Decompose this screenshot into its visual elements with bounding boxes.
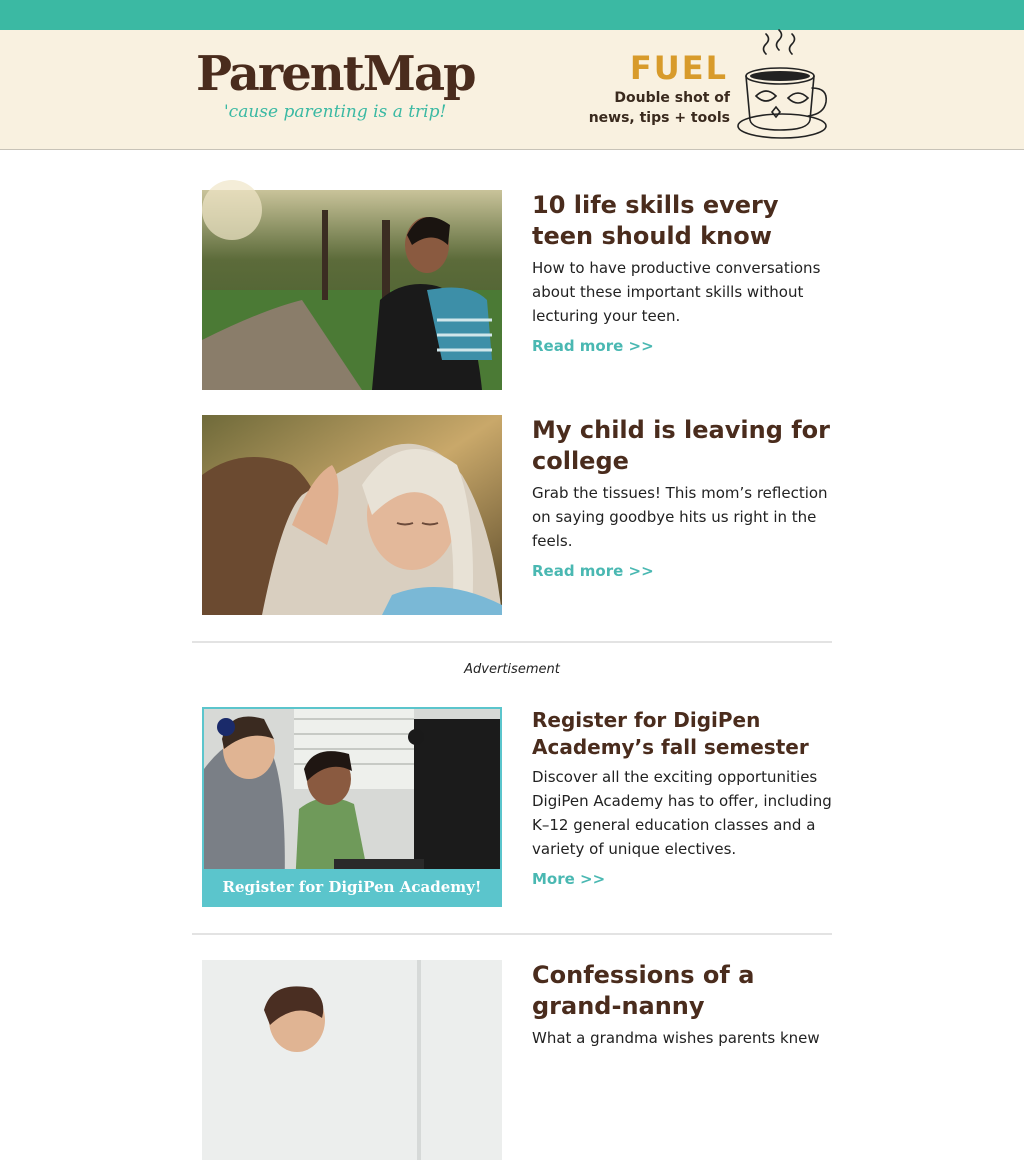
ad-title[interactable]: Register for DigiPen Academy’s fall semester <box>532 708 809 759</box>
article-image-hug[interactable] <box>202 415 502 615</box>
advertisement-card <box>202 707 832 907</box>
ad-banner-text: Register for DigiPen Academy! <box>204 869 500 905</box>
parentmap-logo[interactable] <box>196 44 475 134</box>
ad-text <box>532 707 832 888</box>
section-divider <box>192 933 832 935</box>
article-image-teen[interactable] <box>202 190 502 390</box>
article-title[interactable]: 10 life skills every teen should know <box>532 191 779 250</box>
newsletter-header <box>0 30 1024 150</box>
fuel-block <box>560 48 730 128</box>
ad-description: Discover all the exciting opportunities DigiPen Academy has to offer, including K–12 general education classes and a variety of unique electives. <box>532 768 832 858</box>
fuel-subtitle-line1: Double shot of <box>614 90 730 106</box>
article-description: What a grandma wishes parents knew <box>532 1029 820 1047</box>
article-description: How to have productive conversations about these important skills without lecturing your teen. <box>532 259 821 325</box>
article-image-grandnanny[interactable] <box>202 960 502 1160</box>
article-card-1 <box>202 190 832 390</box>
coffee-cup-icon <box>734 34 830 142</box>
read-more-link[interactable]: Read more >> <box>532 337 654 355</box>
fuel-title: FUEL <box>629 49 728 87</box>
fuel-subtitle-line2: news, tips + tools <box>588 110 730 126</box>
read-more-link[interactable]: Read more >> <box>532 562 654 580</box>
advertisement-label: Advertisement <box>464 662 560 677</box>
article-card-3 <box>202 960 832 1160</box>
section-divider <box>192 641 832 643</box>
logo-tagline: 'cause parenting is a trip! <box>224 102 447 122</box>
article-title[interactable]: My child is leaving for college <box>532 416 831 475</box>
logo-wordmark: ParentMap <box>196 46 475 102</box>
article-title[interactable]: Confessions of a grand-nanny <box>532 961 755 1020</box>
article-text-3 <box>532 960 832 1050</box>
article-text-1 <box>532 190 832 355</box>
ad-more-link[interactable]: More >> <box>532 870 606 888</box>
article-text-2 <box>532 415 832 580</box>
ad-image-digipen[interactable] <box>202 707 502 907</box>
article-description: Grab the tissues! This mom’s reflection on saying goodbye hits us right in the feels. <box>532 484 828 550</box>
top-accent-bar <box>0 0 1024 30</box>
article-card-2 <box>202 415 832 615</box>
